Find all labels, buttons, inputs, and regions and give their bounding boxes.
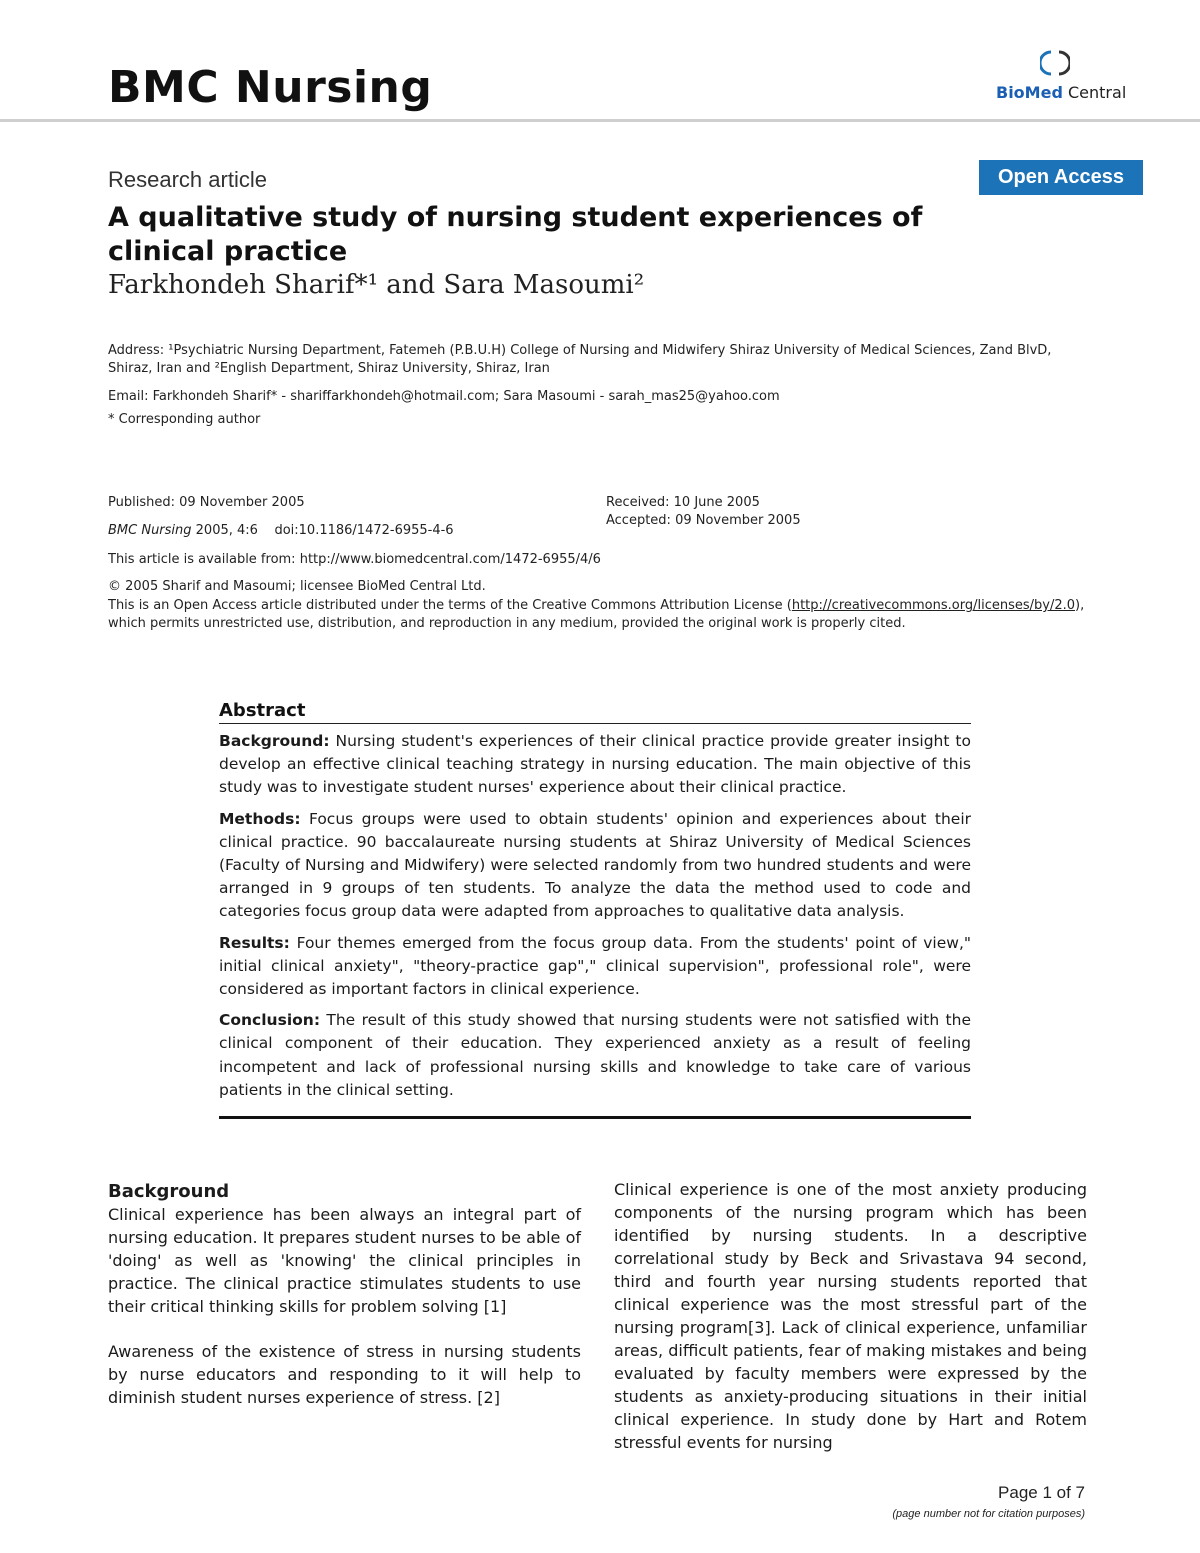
- article-url-note: This article is available from: http://www.biomedcentral.com/1472-6955/4/6: [108, 552, 601, 567]
- body-paragraph: Clinical experience has been always an integral part of nursing education. It prepares student nurses to be able of 'doing' as well as 'knowing' the clinical principles in practice. The clinical practice stimulates students to use their critical thinking skills for problem solving [1]: [108, 1205, 581, 1316]
- article-title: A qualitative study of nursing student experiences of clinical practice: [108, 202, 923, 267]
- biomed-central-logo: [996, 44, 1136, 106]
- copyright-notice: © 2005 Sharif and Masoumi; licensee BioMed Central Ltd.: [108, 579, 486, 594]
- author-list: Farkhondeh Sharif*¹ and Sara Masoumi²: [108, 270, 645, 300]
- body-right-column: [614, 1178, 1087, 1476]
- abstract-heading: Abstract: [219, 700, 971, 724]
- abstract-conclusion: Conclusion: The result of this study showed that nursing students were not satisfied with the clinical component of their education. They experienced anxiety as a result of feeling incompetent and lack of professional nursing skills and knowledge to take care of various patients in the clinical setting.: [219, 1011, 971, 1099]
- published-date: Published: 09 November 2005: [108, 495, 305, 510]
- abstract-results: Results: Four themes emerged from the focus group data. From the students' point of view," initial clinical anxiety", "theory-practice gap"," clinical supervision", professional role", were considered as important factors in clinical experience.: [219, 933, 971, 999]
- page-number: Page 1 of 7: [998, 1483, 1085, 1502]
- license-link[interactable]: http://creativecommons.org/licenses/by/2.0: [791, 598, 1075, 613]
- journal-title: BMC Nursing: [108, 62, 433, 113]
- author-address: Address: ¹Psychiatric Nursing Department, Fatemeh (P.B.U.H) College of Nursing and Midwifery Shiraz University of Medical Sciences, Zand BlvD, Shiraz, Iran and ²English Department, Shiraz University, Shiraz, Iran: [108, 343, 1052, 376]
- page-number-note: (page number not for citation purposes): [892, 1508, 1085, 1520]
- body-paragraph: Awareness of the existence of stress in nursing students by nurse educators and responding to it will help to diminish student nurses experience of stress. [2]: [108, 1342, 581, 1407]
- open-access-badge: Open Access: [979, 160, 1143, 195]
- citation: [108, 522, 454, 540]
- abstract-background: Background: Nursing student's experiences of their clinical practice provide greater insight to develop an effective clinical teaching strategy in nursing education. The main objective of this study was to investigate student nurses' experience about their clinical practice.: [219, 732, 971, 797]
- header-divider: [0, 119, 1200, 122]
- section-heading-background: Background: [108, 1181, 230, 1202]
- biomed-central-wordmark: BioMed Central: [996, 83, 1127, 102]
- body-left-column: [108, 1180, 581, 1431]
- received-date: Received: 10 June 2005: [606, 495, 760, 510]
- corresponding-author-note: * Corresponding author: [108, 412, 261, 427]
- abstract-divider: [219, 1116, 971, 1119]
- abstract-methods: Methods: Focus groups were used to obtain students' opinion and experiences about their clinical practice. 90 baccalaureate nursing students at Shiraz University of Medical Sciences (Faculty of Nursing and Midwifery) were selected randomly from two hundred students and were arranged in 9 groups of ten students. To analyze the data the method used to code and categories focus group data were adapted from approaches to qualitative data analysis.: [219, 809, 971, 921]
- citation-details: 2005, 4:6 doi:10.1186/1472-6955-4-6: [191, 523, 454, 538]
- citation-journal: BMC Nursing: [108, 523, 192, 538]
- article-type: Research article: [108, 167, 267, 192]
- author-emails: Email: Farkhondeh Sharif* - shariffarkhondeh@hotmail.com; Sara Masoumi - sarah_mas25@yahoo.com: [108, 389, 780, 404]
- accepted-date: Accepted: 09 November 2005: [606, 513, 801, 528]
- abstract-box: [219, 700, 971, 1119]
- license-notice: This is an Open Access article distributed under the terms of the Creative Commons Attribution License (http://creativecommons.org/licenses/by/2.0), which permits unrestricted use, distribution, and reproduction in any medium, provided the original work is properly cited.: [108, 598, 1085, 631]
- biomed-central-ring-icon: [1040, 48, 1070, 78]
- body-paragraph: Clinical experience is one of the most anxiety producing components of the nursing program which has been identified by nursing students. In a descriptive correlational study by Beck and Srivastava 94 second, third and fourth year nursing students reported that clinical experience was the most stressful part of the nursing program[3]. Lack of clinical experience, unfamiliar areas, difficult patients, fear of making mistakes and being evaluated by faculty members were expressed by the students as anxiety-producing situations in their initial clinical experience. In study done by Hart and Rotem stressful events for nursing: [614, 1180, 1087, 1452]
